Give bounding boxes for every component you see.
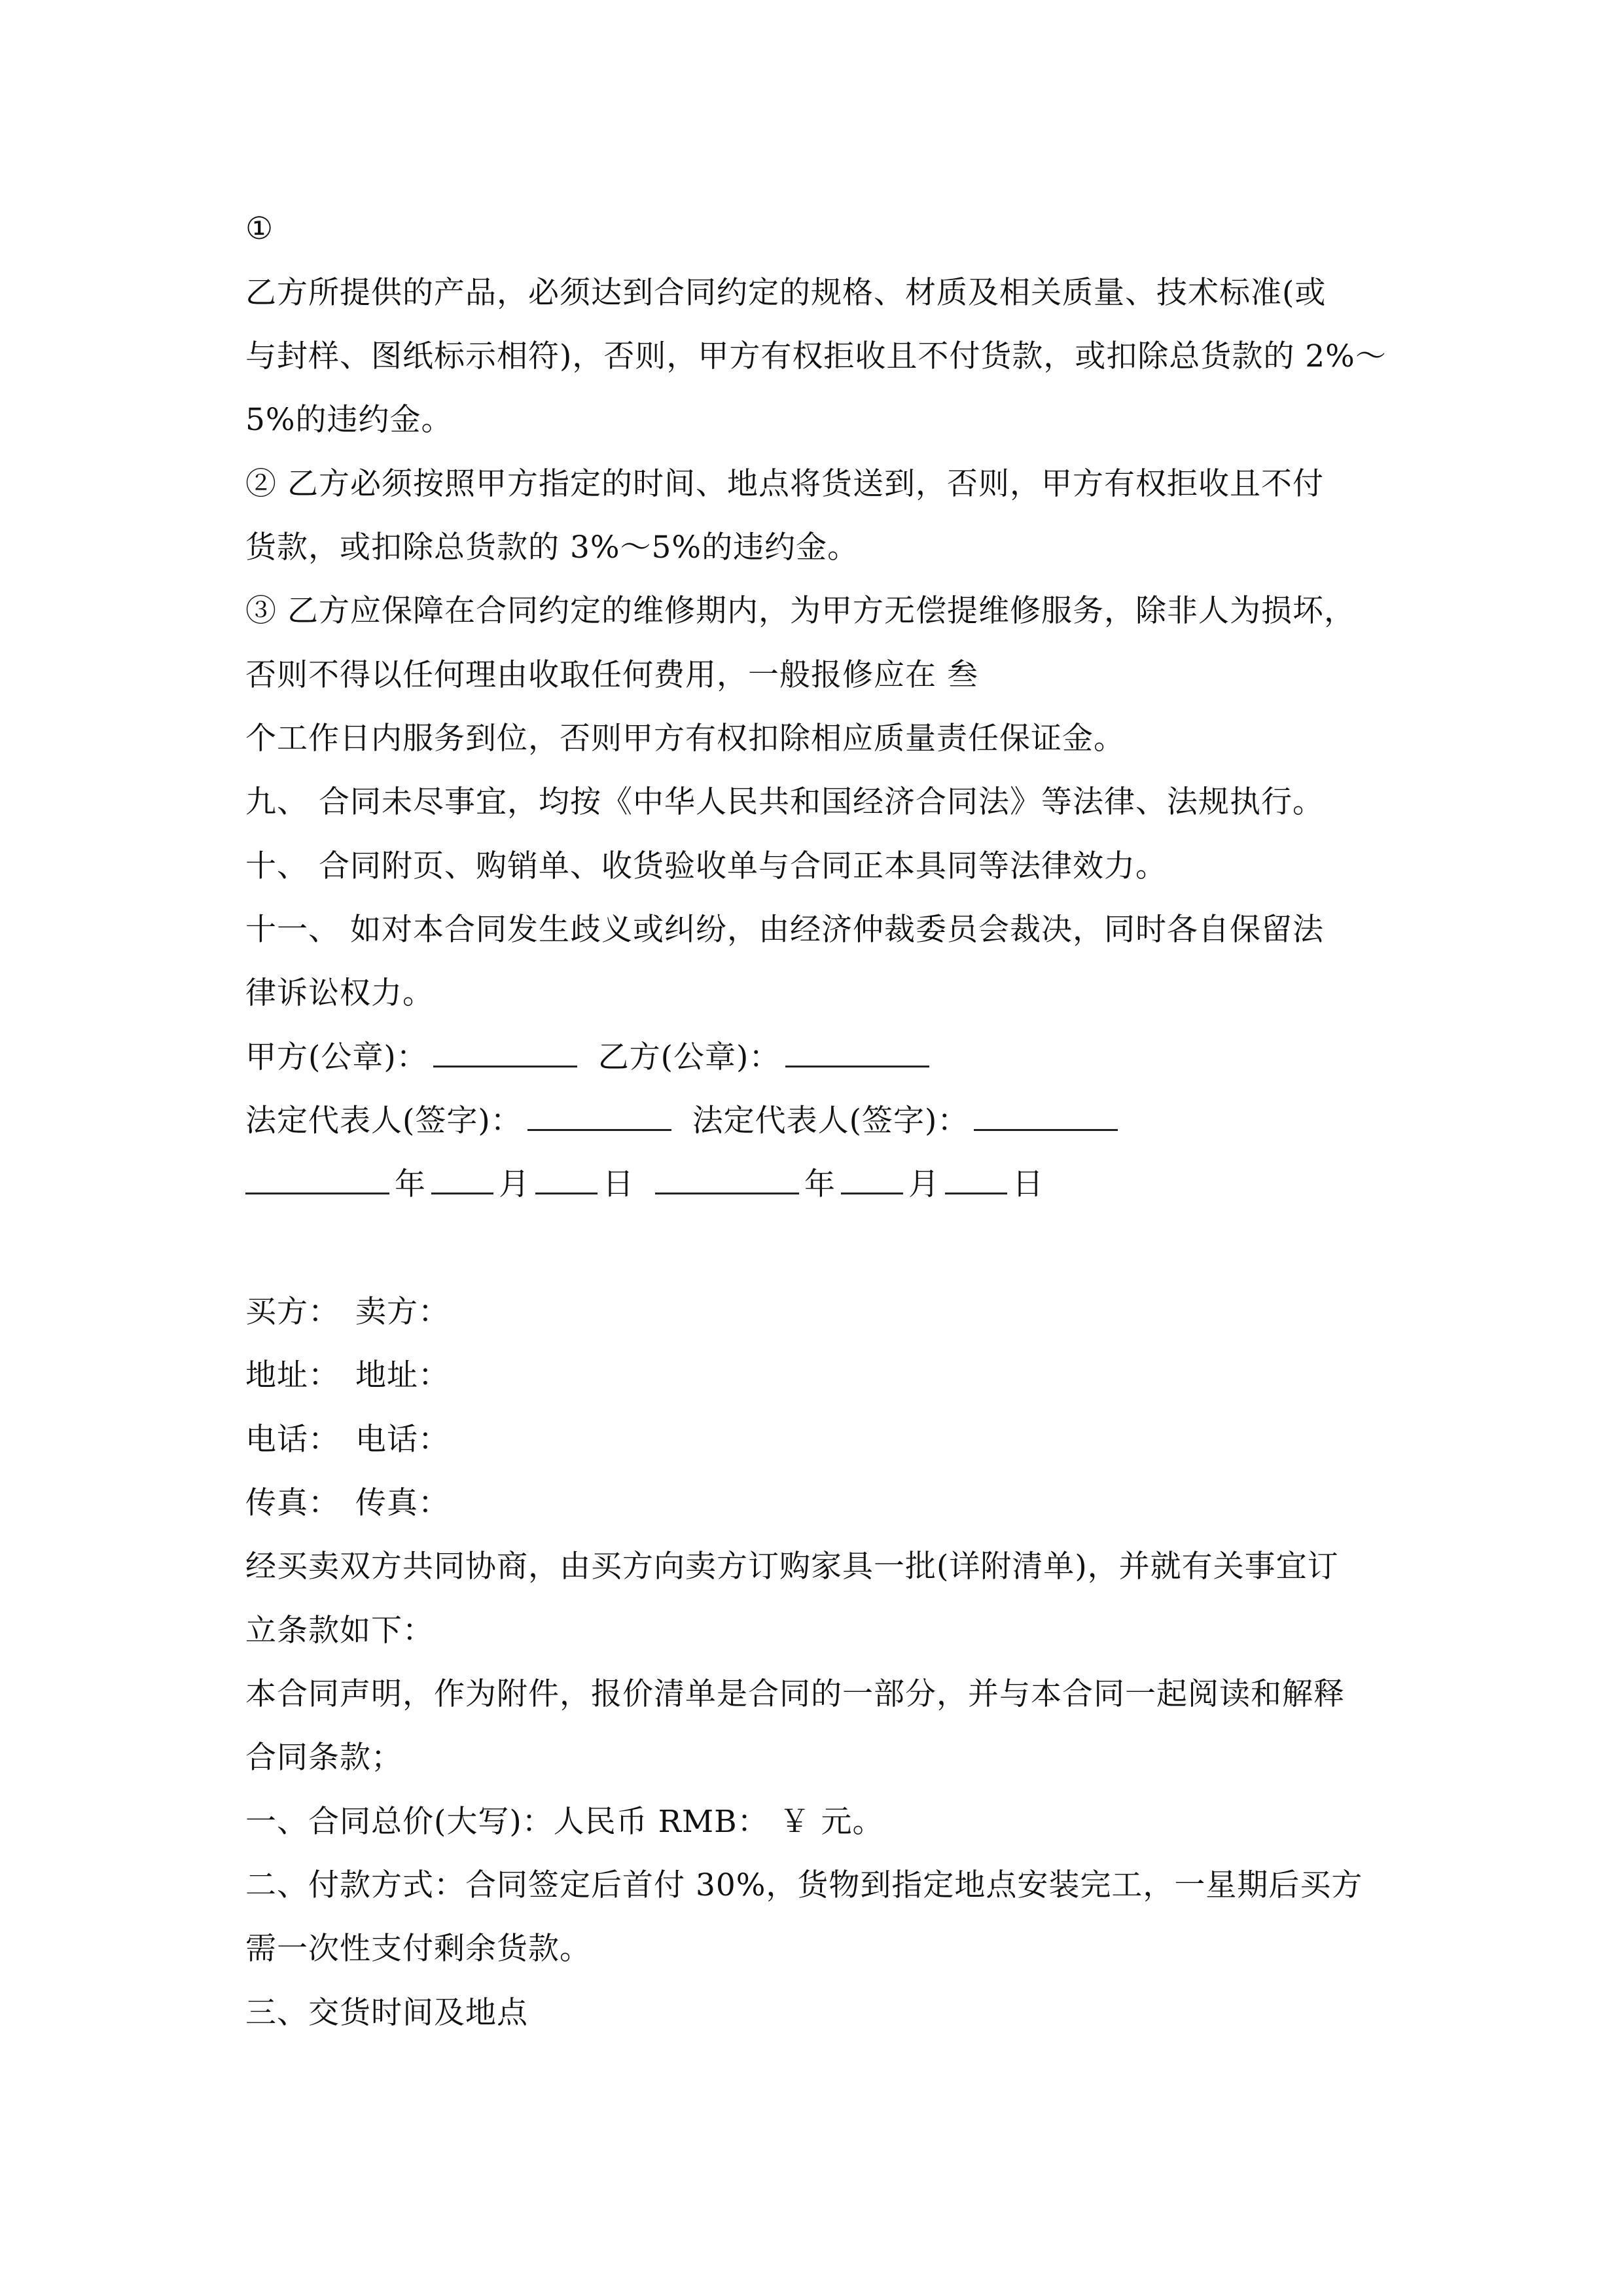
buyer-phone-label: 电话： — [245, 1422, 340, 1458]
seller-label: 卖方： — [355, 1294, 450, 1330]
buyer-label: 买方： — [245, 1294, 340, 1330]
buyer-address-label: 地址： — [245, 1357, 340, 1393]
clause-text-line: 律诉讼权力。 — [245, 975, 434, 1011]
date-month-blank — [431, 1166, 493, 1194]
month-label: 月 — [908, 1166, 940, 1202]
seal-row — [245, 1038, 935, 1077]
seller-phone-label: 电话： — [355, 1422, 450, 1458]
delivery-heading: 三、交货时间及地点 — [245, 1995, 528, 2031]
representative-row — [245, 1102, 1123, 1141]
contract-text-line: 本合同声明，作为附件，报价清单是合同的一部分，并与本合同一起阅读和解释 — [245, 1676, 1345, 1712]
day-label: 日 — [1012, 1166, 1044, 1202]
clause-text-line: ③ 乙方应保障在合同约定的维修期内，为甲方无偿提维修服务，除非人为损坏， — [245, 593, 1355, 629]
contract-total-price: 一、合同总价(大写)：人民币 RMB： ￥ 元。 — [245, 1804, 884, 1840]
clause-text-line: 个工作日内服务到位，否则甲方有权扣除相应质量责任保证金。 — [245, 721, 1125, 757]
month-label: 月 — [499, 1166, 530, 1202]
date-month-blank — [841, 1166, 903, 1194]
party-a-seal-label: 甲方(公章)： — [245, 1039, 428, 1075]
date-day-blank — [535, 1166, 597, 1194]
year-label: 年 — [395, 1166, 426, 1202]
buyer-seller-row — [245, 1293, 450, 1332]
fax-row — [245, 1484, 450, 1523]
payment-terms: 二、付款方式：合同签定后首付 30%，货物到指定地点安装完工，一星期后买方 — [245, 1867, 1363, 1903]
seller-address-label: 地址： — [355, 1357, 450, 1393]
date-row — [245, 1165, 1044, 1204]
clause-text-line: 乙方所提供的产品，必须达到合同约定的规格、材质及相关质量、技术标准(或 — [245, 275, 1327, 311]
rep-a-blank — [527, 1103, 671, 1131]
clause-text-line: 与封样、图纸标示相符)，否则，甲方有权拒收且不付货款，或扣除总货款的 2%～ — [245, 338, 1387, 374]
clause-9: 九、 合同未尽事宜，均按《中华人民共和国经济合同法》等法律、法规执行。 — [245, 784, 1324, 820]
date-year-blank — [655, 1166, 799, 1194]
party-a-seal-blank — [433, 1039, 577, 1067]
day-label: 日 — [603, 1166, 634, 1202]
rep-b-label: 法定代表人(签字)： — [692, 1103, 969, 1139]
clause-text-line: 货款，或扣除总货款的 3%～5%的违约金。 — [245, 529, 859, 565]
year-label: 年 — [804, 1166, 836, 1202]
phone-row — [245, 1420, 450, 1460]
clause-11: 十一、 如对本合同发生歧义或纠纷，由经济仲裁委员会裁决，同时各自保留法 — [245, 912, 1324, 948]
date-year-blank — [245, 1166, 389, 1194]
contract-text-line: 经买卖双方共同协商，由买方向卖方订购家具一批(详附清单)，并就有关事宜订 — [245, 1549, 1339, 1585]
contract-text-line: 合同条款； — [245, 1740, 402, 1776]
clause-marker-1: ① — [245, 211, 274, 247]
clause-text-line: 否则不得以任何理由收取任何费用，一般报修应在 叁 — [245, 657, 978, 693]
rep-a-label: 法定代表人(签字)： — [245, 1103, 522, 1139]
contract-text-line: 需一次性支付剩余货款。 — [245, 1931, 591, 1967]
buyer-fax-label: 传真： — [245, 1485, 340, 1521]
party-b-seal-blank — [785, 1039, 929, 1067]
clause-10: 十、 合同附页、购销单、收货验收单与合同正本具同等法律效力。 — [245, 848, 1167, 884]
contract-text-line: 立条款如下： — [245, 1613, 434, 1649]
party-b-seal-label: 乙方(公章)： — [597, 1039, 781, 1075]
clause-text-line: ② 乙方必须按照甲方指定的时间、地点将货送到，否则，甲方有权拒收且不付 — [245, 466, 1324, 502]
clause-text-line: 5%的违约金。 — [245, 402, 453, 438]
rep-b-blank — [974, 1103, 1118, 1131]
date-day-blank — [945, 1166, 1007, 1194]
seller-fax-label: 传真： — [355, 1485, 450, 1521]
address-row — [245, 1356, 450, 1395]
